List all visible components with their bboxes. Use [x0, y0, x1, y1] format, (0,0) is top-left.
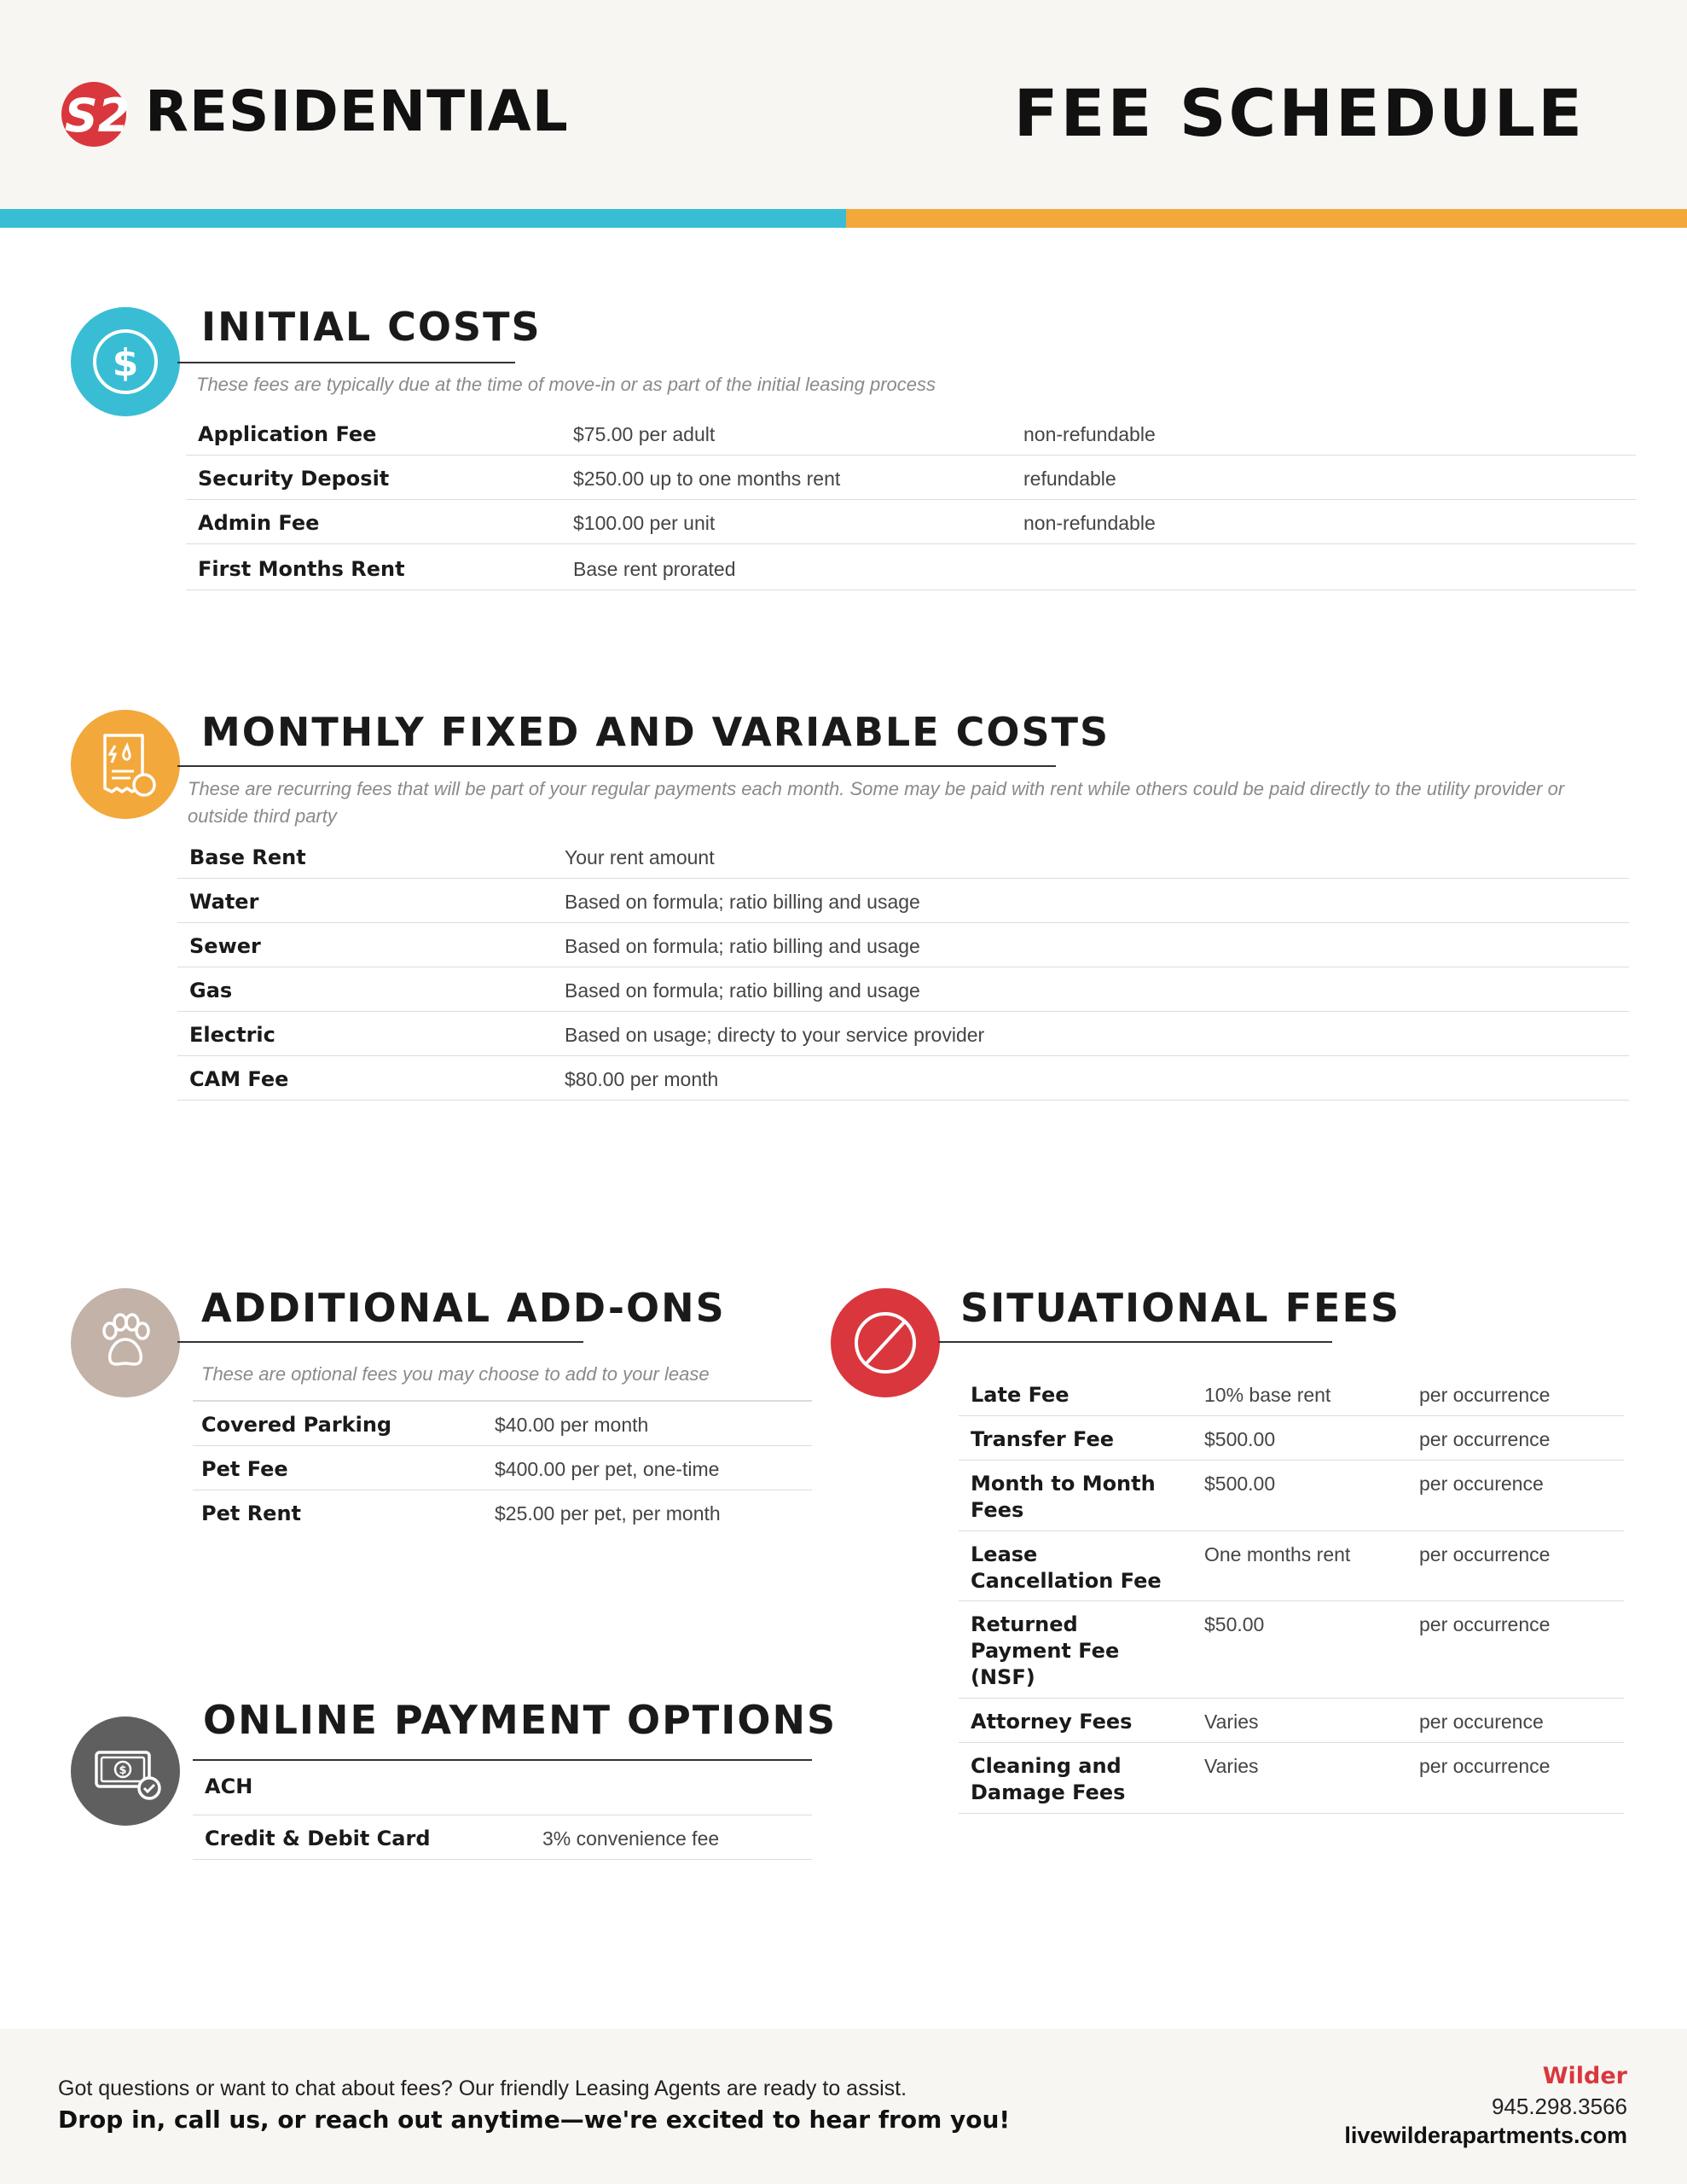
- table-row: [959, 1372, 1624, 1416]
- table-row: [177, 967, 1629, 1012]
- utility-bill-icon: [71, 710, 180, 819]
- dollar-icon: [71, 307, 180, 416]
- fee-note: per occurrence: [1419, 1384, 1551, 1406]
- table-row: [959, 1531, 1624, 1601]
- table-row: [959, 1743, 1624, 1814]
- payment-option-note: 3% convenience fee: [542, 1827, 720, 1850]
- footer-question-text: Got questions or want to chat about fees? Our friendly Leasing Agents are ready to assist.: [58, 2077, 907, 2100]
- fee-label: Gas: [189, 979, 233, 1002]
- fee-label: Attorney Fees: [971, 1710, 1133, 1734]
- table-row: [186, 456, 1636, 500]
- table-row: [177, 1012, 1629, 1056]
- svg-text:$: $: [119, 1764, 127, 1777]
- fee-amount: Based on formula; ratio billing and usage: [565, 891, 920, 913]
- table-row: [959, 1416, 1624, 1461]
- fee-amount: $40.00 per month: [495, 1414, 649, 1436]
- initial-costs-rule: [177, 362, 515, 363]
- table-row: [186, 544, 1636, 590]
- monthly-costs-title: MONTHLY FIXED AND VARIABLE COSTS: [201, 709, 1110, 755]
- fee-label: Pet Fee: [201, 1457, 288, 1481]
- fee-amount: $500.00: [1204, 1428, 1276, 1450]
- prohibited-icon: [831, 1288, 940, 1397]
- table-row: [177, 879, 1629, 923]
- fee-amount: $400.00 per pet, one-time: [495, 1458, 720, 1480]
- logo-mark-text: S2: [64, 89, 130, 142]
- add-ons-description: These are optional fees you may choose to add to your lease: [201, 1363, 710, 1385]
- fee-label: Application Fee: [198, 422, 377, 446]
- payment-card-icon: [71, 1716, 180, 1826]
- online-payment-title: ONLINE PAYMENT OPTIONS: [203, 1697, 838, 1743]
- fee-amount: $25.00 per pet, per month: [495, 1502, 721, 1525]
- table-row: [193, 1402, 812, 1446]
- table-row: [177, 834, 1629, 879]
- monthly-costs-rule: [177, 765, 1056, 767]
- footer-website-link[interactable]: livewilderapartments.com: [1344, 2123, 1627, 2148]
- header-bar-orange: [846, 209, 1687, 228]
- fee-label: Electric: [189, 1023, 275, 1047]
- fee-amount: $250.00 up to one months rent: [573, 468, 841, 490]
- fee-label: Pet Rent: [201, 1502, 302, 1525]
- table-row: [186, 500, 1636, 544]
- table-row: [186, 411, 1636, 456]
- footer-phone-link[interactable]: 945.298.3566: [1491, 2094, 1627, 2119]
- page-title: FEE SCHEDULE: [1013, 75, 1585, 151]
- fee-amount: $100.00 per unit: [573, 512, 716, 534]
- monthly-costs-description: These are recurring fees that will be part of your regular payments each month. Some may be paid with rent while others could be paid directly to the utility provider or outside third party: [188, 778, 1565, 827]
- footer-brand: Wilder: [1542, 2063, 1627, 2089]
- fee-label: Cleaning and Damage Fees: [971, 1754, 1126, 1804]
- fee-amount: One months rent: [1204, 1543, 1351, 1565]
- fee-amount: Your rent amount: [565, 846, 715, 868]
- fee-amount: Varies: [1204, 1755, 1259, 1777]
- fee-amount: $500.00: [1204, 1472, 1276, 1495]
- table-row: [193, 1490, 812, 1534]
- fee-note: per occurrence: [1419, 1428, 1551, 1450]
- fee-note: non-refundable: [1023, 423, 1156, 445]
- table-row: [959, 1461, 1624, 1531]
- fee-label: Admin Fee: [198, 511, 320, 535]
- fee-amount: Based on formula; ratio billing and usage: [565, 935, 920, 957]
- fee-label: Month to Month Fees: [971, 1472, 1156, 1522]
- table-row: [193, 1815, 812, 1860]
- payment-option-label: ACH: [205, 1774, 253, 1798]
- fee-amount: $50.00: [1204, 1613, 1265, 1635]
- logo-text: RESIDENTIAL: [145, 78, 569, 144]
- fee-note: per occurence: [1419, 1711, 1544, 1733]
- table-row: [959, 1601, 1624, 1699]
- add-ons-rule: [177, 1341, 583, 1343]
- fee-amount: $75.00 per adult: [573, 423, 716, 445]
- fee-label: Late Fee: [971, 1383, 1070, 1407]
- payment-option-label: Credit & Debit Card: [205, 1827, 431, 1850]
- table-row: [177, 923, 1629, 967]
- fee-label: Transfer Fee: [971, 1427, 1115, 1451]
- fee-label: Water: [189, 890, 259, 914]
- table-row: [193, 1761, 812, 1815]
- fee-amount: $80.00 per month: [565, 1068, 719, 1090]
- fee-label: Sewer: [189, 934, 261, 958]
- table-row: [193, 1446, 812, 1490]
- footer-cta-text: Drop in, call us, or reach out anytime—we're excited to hear from you!: [58, 2106, 1011, 2134]
- fee-label: Base Rent: [189, 845, 306, 869]
- initial-costs-description: These fees are typically due at the time of move-in or as part of the initial leasing process: [196, 374, 936, 395]
- fee-note: per occurrence: [1419, 1613, 1551, 1635]
- add-ons-title: ADDITIONAL ADD-ONS: [201, 1285, 726, 1331]
- fee-label: Returned Payment Fee (NSF): [971, 1612, 1120, 1689]
- fee-amount: Based on formula; ratio billing and usage: [565, 979, 920, 1002]
- table-row: [959, 1699, 1624, 1743]
- fee-label: CAM Fee: [189, 1067, 289, 1091]
- fee-note: per occurrence: [1419, 1543, 1551, 1565]
- fee-label: Covered Parking: [201, 1413, 392, 1437]
- fee-label: First Months Rent: [198, 557, 405, 581]
- fee-amount: Based on usage; directy to your service provider: [565, 1024, 985, 1046]
- fee-note: non-refundable: [1023, 512, 1156, 534]
- fee-note: refundable: [1023, 468, 1116, 490]
- fee-label: Security Deposit: [198, 467, 390, 491]
- header-bar-blue: [0, 209, 846, 228]
- svg-text:$: $: [112, 341, 139, 385]
- fee-label: Lease Cancellation Fee: [971, 1542, 1162, 1593]
- fee-note: per occurence: [1419, 1472, 1544, 1495]
- fee-amount: Base rent prorated: [573, 558, 736, 580]
- situational-fees-title: SITUATIONAL FEES: [960, 1285, 1401, 1331]
- situational-fees-rule: [938, 1341, 1332, 1343]
- fee-amount: Varies: [1204, 1711, 1259, 1733]
- initial-costs-title: INITIAL COSTS: [201, 304, 542, 350]
- fee-note: per occurrence: [1419, 1755, 1551, 1777]
- table-row: [177, 1056, 1629, 1101]
- paw-icon: [71, 1288, 180, 1397]
- s2-logo-icon: [60, 75, 135, 150]
- fee-amount: 10% base rent: [1204, 1384, 1331, 1406]
